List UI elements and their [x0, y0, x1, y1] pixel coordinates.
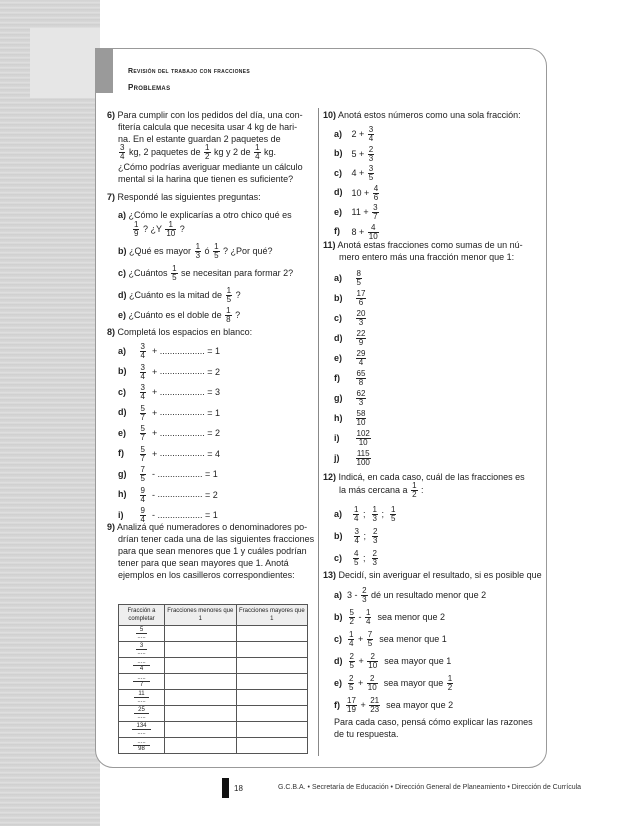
exercise-11-item: a) $\frac{8}{5}$: [334, 269, 361, 287]
footer-marker: [222, 778, 229, 798]
item-13d: d) $\frac{2}{5}$ + $\frac{2}{10}$ sea mayor que 1: [334, 652, 452, 670]
fraction: $\frac{3}{7}$: [373, 203, 378, 221]
exercise-11-item: g) $\frac{62}{3}$: [334, 389, 366, 407]
item-12b: b) $\frac{3}{4}$ ; $\frac{2}{3}$: [334, 527, 378, 545]
exercise-8-item: g) $\frac{7}{5}$ - .................. = 1: [118, 465, 218, 483]
fraction: $\frac{4}{6}$: [373, 183, 379, 202]
question-7b: b) ¿Qué es mayor $\frac{1}{3}$ ó $\frac{1}{5}$ ? ¿Por qué?: [118, 242, 273, 260]
fraction: $\frac{62}{3}$: [356, 389, 366, 407]
answer-cell[interactable]: [165, 706, 237, 722]
exercise-11-item: j) $\frac{115}{100}$: [334, 449, 370, 467]
fraction: ..... 4: [133, 659, 149, 672]
section-subtitle: Revisión del trabajo con fracciones: [128, 68, 250, 75]
blank-field: ..................: [159, 448, 205, 459]
column-divider: [318, 108, 319, 756]
item-13c: c) $\frac{1}{4}$ + $\frac{7}{5}$ sea menor que 1: [334, 630, 447, 648]
fraction: $\frac{102}{10}$: [356, 429, 370, 447]
exercise-10-item: f) 8 + $\frac{4}{10}$: [334, 222, 378, 241]
text-line: la más cercana a $\frac{1}{2}$ :: [339, 481, 424, 499]
exercise-8-item: i) $\frac{9}{4}$ - .................. = 1: [118, 506, 218, 524]
text-line: ¿Cómo podrías averiguar mediante un cálculo: [118, 162, 303, 172]
answer-cell[interactable]: [165, 722, 237, 738]
table-row: [119, 642, 308, 658]
item-13e: e) $\frac{2}{5}$ + $\frac{2}{10}$ sea mayor que $\frac{1}{2}$: [334, 674, 453, 692]
fraction: $\frac{22}{9}$: [356, 329, 366, 347]
fraction-table: [118, 604, 308, 754]
item-12c: c) $\frac{4}{5}$ ; $\frac{2}{3}$: [334, 549, 377, 567]
exercise-10-item: b) 5 + $\frac{2}{3}$: [334, 144, 374, 163]
answer-cell[interactable]: [165, 690, 237, 706]
fraction: $\frac{5}{7}$: [140, 424, 145, 442]
decorative-sidebar: [0, 0, 100, 826]
answer-cell[interactable]: [165, 674, 237, 690]
fraction: $\frac{9}{4}$: [140, 506, 145, 524]
problem-12: 12) Indicá, en cada caso, cuál de las fracciones es: [323, 472, 525, 482]
item-13f: f) $\frac{17}{19}$ + $\frac{21}{23}$ sea mayor que 2: [334, 696, 454, 714]
table-header: Fracciones menores que 1: [165, 605, 237, 626]
exercise-8-item: b) $\frac{3}{4}$ + .................. = 2: [118, 362, 221, 381]
table-row: [119, 674, 308, 690]
blank-field: ..................: [159, 386, 205, 397]
page-number: 18: [234, 784, 243, 793]
answer-cell[interactable]: [236, 674, 307, 690]
fraction: $\frac{9}{4}$: [140, 485, 145, 504]
text-line: mental si la harina que tienen es suficiente?: [118, 174, 294, 184]
blank-field: ..................: [159, 366, 205, 377]
exercise-8-item: c) $\frac{3}{4}$ + .................. = 3: [118, 383, 221, 401]
answer-cell[interactable]: [165, 658, 237, 674]
fraction: 11 .....: [134, 691, 148, 704]
blank-field: ..................: [157, 468, 203, 479]
text-line: na. En el estante guardan 2 paquetes de: [118, 134, 281, 144]
item-12a: a) $\frac{1}{4}$ ; $\frac{1}{3}$ ; $\frac{1}{5}$: [334, 505, 396, 523]
answer-cell[interactable]: [236, 642, 307, 658]
text-line: Para cada caso, pensá cómo explicar las razones: [334, 717, 533, 727]
exercise-11-item: f) $\frac{65}{8}$: [334, 369, 366, 387]
answer-cell[interactable]: [236, 738, 307, 754]
text-line: mero entero más una fracción menor que 1:: [339, 252, 515, 262]
fraction: $\frac{17}{6}$: [356, 289, 366, 307]
exercise-10-item: c) 4 + $\frac{3}{5}$: [334, 164, 374, 182]
answer-cell[interactable]: [165, 626, 237, 642]
blank-field: ..................: [159, 427, 205, 438]
fraction: $\frac{1}{4}$: [255, 143, 260, 161]
fraction: $\frac{8}{5}$: [356, 269, 361, 287]
fraction: $\frac{4}{10}$: [368, 222, 378, 241]
answer-cell[interactable]: [236, 706, 307, 722]
answer-cell[interactable]: [165, 642, 237, 658]
text-line: de tu respuesta.: [334, 729, 399, 739]
item-13a: a) 3 - $\frac{2}{3}$ dé un resultado menor que 2: [334, 586, 487, 604]
exercise-8-item: f) $\frac{5}{7}$ + .................. = 4: [118, 444, 221, 463]
text-line: Para cumplir con los pedidos del día, una con-: [117, 110, 303, 120]
exercise-10-item: a) 2 + $\frac{3}{4}$: [334, 125, 374, 143]
question-7e: e) ¿Cuánto es el doble de $\frac{1}{8}$ ?: [118, 306, 241, 324]
fraction: $\frac{29}{4}$: [356, 349, 366, 367]
fraction: $\frac{3}{4}$: [368, 125, 374, 143]
exercise-11-item: e) $\frac{29}{4}$: [334, 349, 366, 367]
fraction: 3 .....: [137, 643, 146, 656]
section-title: Problemas: [128, 83, 171, 92]
fraction: $\frac{20}{3}$: [356, 309, 366, 327]
blank-field: ..................: [159, 345, 205, 356]
answer-cell[interactable]: [236, 690, 307, 706]
question-7a: a) ¿Cómo le explicarías a otro chico qué es: [118, 210, 292, 220]
table-row: [119, 690, 308, 706]
problem-8: 8) Completá los espacios en blanco:: [107, 327, 253, 337]
answer-cell[interactable]: [236, 658, 307, 674]
exercise-11-item: d) $\frac{22}{9}$: [334, 329, 366, 347]
answer-cell[interactable]: [236, 722, 307, 738]
exercise-11-item: b) $\frac{17}{6}$: [334, 289, 366, 307]
fraction: 25 .....: [134, 707, 149, 720]
blank-field: ..................: [157, 489, 203, 500]
header-marker: [95, 48, 113, 93]
fraction: ..... 7: [133, 675, 149, 688]
fraction: $\frac{5}{7}$: [140, 403, 145, 422]
exercise-11-item: c) $\frac{20}{3}$: [334, 309, 366, 327]
blank-field: ..................: [157, 509, 203, 520]
fraction: $\frac{3}{4}$: [120, 143, 125, 161]
exercise-10-item: e) 11 + $\frac{3}{7}$: [334, 203, 378, 221]
table-row: [119, 706, 308, 722]
blank-field: ..................: [159, 407, 205, 418]
fraction: $\frac{3}{4}$: [140, 383, 145, 401]
fraction: $\frac{7}{5}$: [140, 465, 145, 483]
footer-credits: G.C.B.A. • Secretaría de Educación • Dirección General de Planeamiento • Dirección de Currícula: [278, 784, 582, 791]
exercise-11-item: h) $\frac{58}{10}$: [334, 409, 366, 427]
exercise-8-item: a) $\frac{3}{4}$ + .................. = 1: [118, 342, 221, 360]
answer-cell[interactable]: [165, 738, 237, 754]
fraction: $\frac{2}{3}$: [368, 144, 374, 163]
fraction: 5 .....: [137, 627, 146, 640]
table-row: [119, 658, 308, 674]
table-header: Fracciones mayores que 1: [236, 605, 307, 626]
table-row: [119, 722, 308, 738]
item-13b: b) $\frac{5}{2}$ - $\frac{1}{4}$ sea menor que 2: [334, 608, 446, 626]
fraction: $\frac{1}{2}$: [205, 143, 210, 161]
exercise-10-item: d) 10 + $\frac{4}{6}$: [334, 183, 379, 202]
fraction: $\frac{65}{8}$: [356, 369, 366, 387]
fraction: $\frac{3}{4}$: [140, 342, 145, 360]
problem-6: [107, 110, 312, 122]
fraction: $\frac{3}{4}$: [140, 362, 145, 381]
fraction: $\frac{58}{10}$: [356, 409, 366, 427]
table-row: [119, 626, 308, 642]
problem-10: 10) Anotá estos números como una sola fracción:: [323, 110, 521, 120]
table-row: [119, 738, 308, 754]
exercise-8-item: e) $\frac{5}{7}$ + .................. = 2: [118, 424, 221, 442]
fraction: 134 .....: [132, 723, 150, 736]
exercise-8-item: d) $\frac{5}{7}$ + .................. = 1: [118, 403, 221, 422]
right-column: [323, 110, 542, 750]
decorative-corner: [30, 28, 100, 98]
fraction: $\frac{115}{100}$: [356, 449, 370, 467]
question-7a-cont: $\frac{1}{9}$ ? ¿Y $\frac{1}{10}$ ?: [134, 220, 185, 238]
question-7c: c) ¿Cuántos $\frac{1}{5}$ se necesitan para formar 2?: [118, 264, 294, 282]
text-line: $\frac{3}{4}$ kg, 2 paquetes de $\frac{1}{2}$ kg y 2 de $\frac{1}{4}$ kg.: [120, 143, 277, 161]
fraction: ..... 98: [133, 739, 149, 752]
exercise-11-item: i) $\frac{102}{10}$: [334, 429, 370, 447]
problem-number: 6): [107, 110, 116, 120]
problem-11: 11) Anotá estas fracciones como sumas de un nú-: [323, 240, 523, 250]
fraction: $\frac{5}{7}$: [140, 444, 145, 463]
question-7d: d) ¿Cuánto es la mitad de $\frac{1}{5}$ ?: [118, 286, 241, 304]
answer-cell[interactable]: [236, 626, 307, 642]
exercise-8-item: h) $\frac{9}{4}$ - .................. = 2: [118, 485, 218, 504]
text-line: fitería calcula que necesita usar 4 kg de hari-: [118, 122, 298, 132]
table-header: Fracción a completar: [119, 605, 165, 626]
problem-7: 7) Respondé las siguientes preguntas:: [107, 192, 261, 202]
fraction: $\frac{3}{5}$: [368, 164, 374, 182]
problem-13: 13) Decidí, sin averiguar el resultado, si es posible que: [323, 570, 542, 580]
